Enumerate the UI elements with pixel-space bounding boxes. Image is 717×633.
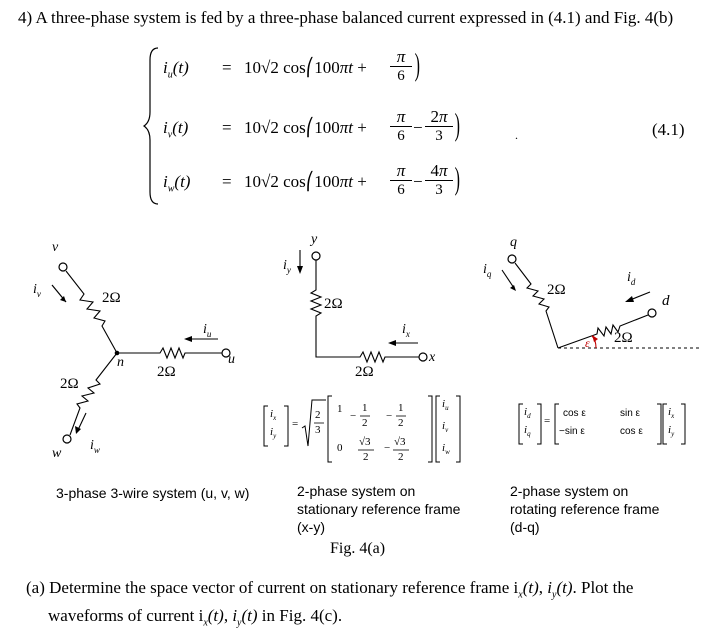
label-r-u: 2Ω bbox=[157, 364, 176, 380]
terminal-q bbox=[508, 255, 516, 263]
label-id: $i_d$ bbox=[627, 270, 636, 287]
eq3-frac2: 4π 3 bbox=[425, 162, 453, 199]
label-u: u bbox=[228, 352, 235, 367]
arrow-iw bbox=[75, 426, 81, 434]
part-a-line1: (a) Determine the space vector of current on stationary reference frame $i_x(t)$, $i_y(t)$. Plot the bbox=[26, 578, 634, 601]
eq2-frac2: 2π 3 bbox=[425, 108, 453, 145]
terminal-v bbox=[59, 263, 67, 271]
eq3-rparen: ) bbox=[454, 160, 460, 196]
eq3-lhs: $i_w(t)$ bbox=[163, 172, 191, 195]
arrow-iy bbox=[297, 266, 303, 274]
label-d: d bbox=[662, 293, 670, 309]
eq1-rhs: 10√2 cos⎛100πt + bbox=[244, 58, 367, 77]
eq2-minus: − bbox=[413, 118, 423, 137]
label-y: y bbox=[311, 232, 318, 247]
label-n: n bbox=[117, 355, 124, 370]
terminal-y bbox=[312, 252, 320, 260]
arrow-iu bbox=[184, 336, 192, 342]
eq3-minus: − bbox=[413, 172, 423, 191]
label-w: w bbox=[52, 446, 62, 461]
label-iy: $i_y$ bbox=[283, 258, 291, 275]
question-intro: 4) A three-phase system is fed by a three-phase balanced current expressed in (4.1) and Fig. 4(b) bbox=[18, 8, 674, 27]
resistor-q bbox=[515, 263, 558, 348]
label-q: q bbox=[510, 235, 517, 250]
eq1-rparen: ) bbox=[414, 46, 420, 82]
terminal-x bbox=[419, 353, 427, 361]
part-a-line2: waveforms of current $i_x(t)$, $i_y(t)$ in Fig. 4(c). bbox=[48, 606, 343, 629]
eq2-lhs: $i_v(t)$ bbox=[163, 118, 189, 141]
figure-caption: Fig. 4(a) bbox=[330, 540, 386, 557]
resistor-u bbox=[117, 348, 222, 358]
arrow-ix bbox=[388, 340, 396, 346]
caption-three-phase: 3-phase 3-wire system (u, v, w) bbox=[56, 485, 250, 501]
label-r-y: 2Ω bbox=[324, 296, 343, 312]
label-r-d: 2Ω bbox=[614, 330, 633, 346]
arrow-iv bbox=[60, 296, 66, 302]
label-r-x: 2Ω bbox=[355, 364, 374, 380]
eq3-rhs: 10√2 cos⎛100πt + bbox=[244, 172, 367, 191]
resistor-d bbox=[558, 315, 648, 348]
stationary-matrix-equation: $i_x$ $i_y$ = 2 3 1 − 1 2 − 1 2 0 √3 2 − √3 2 $i_u$ $i_v$ $i_w$ bbox=[262, 392, 462, 466]
label-r-v: 2Ω bbox=[102, 290, 121, 306]
terminal-w bbox=[63, 435, 71, 443]
eq2-rparen: ) bbox=[454, 106, 460, 142]
caption-rotating: 2-phase system on rotating reference frame (d-q) bbox=[510, 483, 660, 535]
terminal-d bbox=[648, 309, 656, 317]
label-v: v bbox=[52, 240, 59, 255]
resistor-w bbox=[70, 353, 117, 435]
eq1-frac: π 6 bbox=[390, 48, 412, 85]
equation-number: (4.1) bbox=[652, 120, 685, 139]
eq2-frac1: π 6 bbox=[390, 108, 412, 145]
eq1-equals: = bbox=[222, 58, 232, 77]
eq2-equals: = bbox=[222, 118, 232, 137]
eq2-rhs: 10√2 cos⎛100πt + bbox=[244, 118, 367, 137]
label-epsilon: ε bbox=[585, 336, 590, 350]
label-iw: $i_w$ bbox=[90, 438, 100, 455]
arrow-id bbox=[625, 296, 634, 302]
eq3-frac1: π 6 bbox=[390, 162, 412, 199]
label-iv: $i_v$ bbox=[33, 282, 41, 299]
caption-stationary: 2-phase system on stationary reference frame (x-y) bbox=[297, 483, 461, 535]
eq-dot: . bbox=[515, 128, 518, 142]
label-ix: $i_x$ bbox=[402, 322, 410, 339]
label-r-w: 2Ω bbox=[60, 376, 79, 392]
rotating-matrix-equation: $i_d$ $i_q$ = cos ε sin ε −sin ε cos ε $i_x$ $i_y$ bbox=[517, 400, 687, 450]
label-x: x bbox=[429, 350, 436, 365]
label-r-q: 2Ω bbox=[547, 282, 566, 298]
eq3-equals: = bbox=[222, 172, 232, 191]
label-iu: $i_u$ bbox=[203, 322, 212, 339]
eq1-lhs: $i_u(t)$ bbox=[163, 58, 189, 81]
label-iq: $i_q$ bbox=[483, 262, 492, 279]
arrow-iq bbox=[510, 285, 516, 291]
resistor-v bbox=[66, 271, 117, 353]
